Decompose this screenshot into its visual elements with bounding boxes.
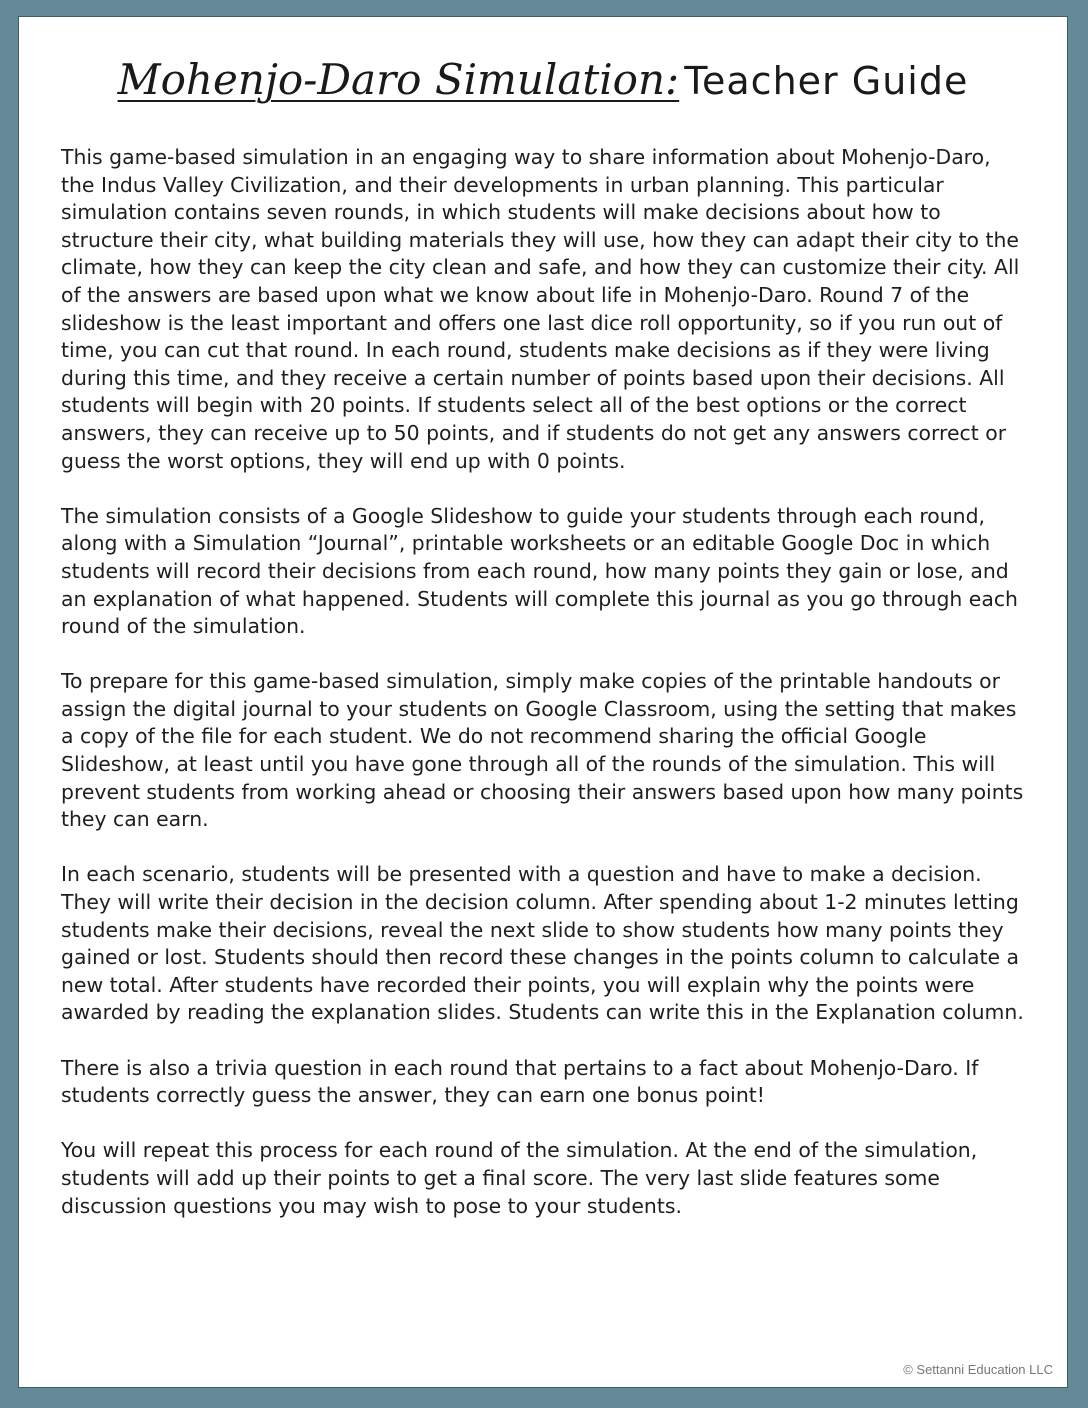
paragraph-scenario: In each scenario, students will be presented with a question and have to make a decision. They will write their decision in the decision column. After spending about 1-2 minutes letting students make their decisions, reveal the next slide to show students how many points they gained or lost. Students should then record these changes in the points column to calculate a new total. After students have recorded their points, you will explain why the points were awarded by reading the explanation slides. Students can write this in the Explanation column. [61, 862, 1024, 1025]
paragraph-materials: The simulation consists of a Google Slideshow to guide your students through each round, along with a Simulation “Journal”, printable worksheets or an editable Google Doc in which students will record their decisions from each round, how many points they gain or lose, and an explanation of what happened. Students will complete this journal as you go through each round of the simulation. [61, 503, 1018, 639]
page-title [19, 55, 1067, 104]
document-page [18, 16, 1068, 1388]
title-script-part: Mohenjo-Daro Simulation: [117, 55, 680, 104]
copyright-footer: © Settanni Education LLC [903, 1362, 1053, 1377]
paragraph-preparation: To prepare for this game-based simulation, simply make copies of the printable handouts or assign the digital journal to your students on Google Classroom, using the setting that makes a copy of the file for each student. We do not recommend sharing the official Google Slideshow, at least until you have gone through all of the rounds of the simulation. This will prevent students from working ahead or choosing their answers based upon how many points they can earn. [61, 669, 1024, 832]
title-plain-part: Teacher Guide [684, 59, 969, 103]
paragraph-repeat: You will repeat this process for each round of the simulation. At the end of the simulation, students will add up their points to get a final score. The very last slide features some discussion questions you may wish to pose to your students. [61, 1138, 978, 1218]
paragraph-trivia: There is also a trivia question in each round that pertains to a fact about Mohenjo-Daro. If students correctly guess the answer, they can earn one bonus point! [61, 1055, 979, 1108]
body-text [61, 144, 1027, 1248]
paragraph-intro: This game-based simulation in an engaging way to share information about Mohenjo-Daro, the Indus Valley Civilization, and their developments in urban planning. This particular simulation contains seven rounds, in which students will make decisions about how to structure their city, what building materials they will use, how they can adapt their city to the climate, how they can keep the city clean and safe, and how they can customize their city. All of the answers are based upon what we know about life in Mohenjo-Daro. Round 7 of the slideshow is the least important and offers one last dice roll opportunity, so if you run out of time, you can cut that round. In each round, students make decisions as if they were living during this time, and they receive a certain number of points based upon their decisions. All students will begin with 20 points. If students select all of the best options or the correct answers, they can receive up to 50 points, and if students do not get any answers correct or guess the worst options, they will end up with 0 points. [61, 145, 1020, 473]
